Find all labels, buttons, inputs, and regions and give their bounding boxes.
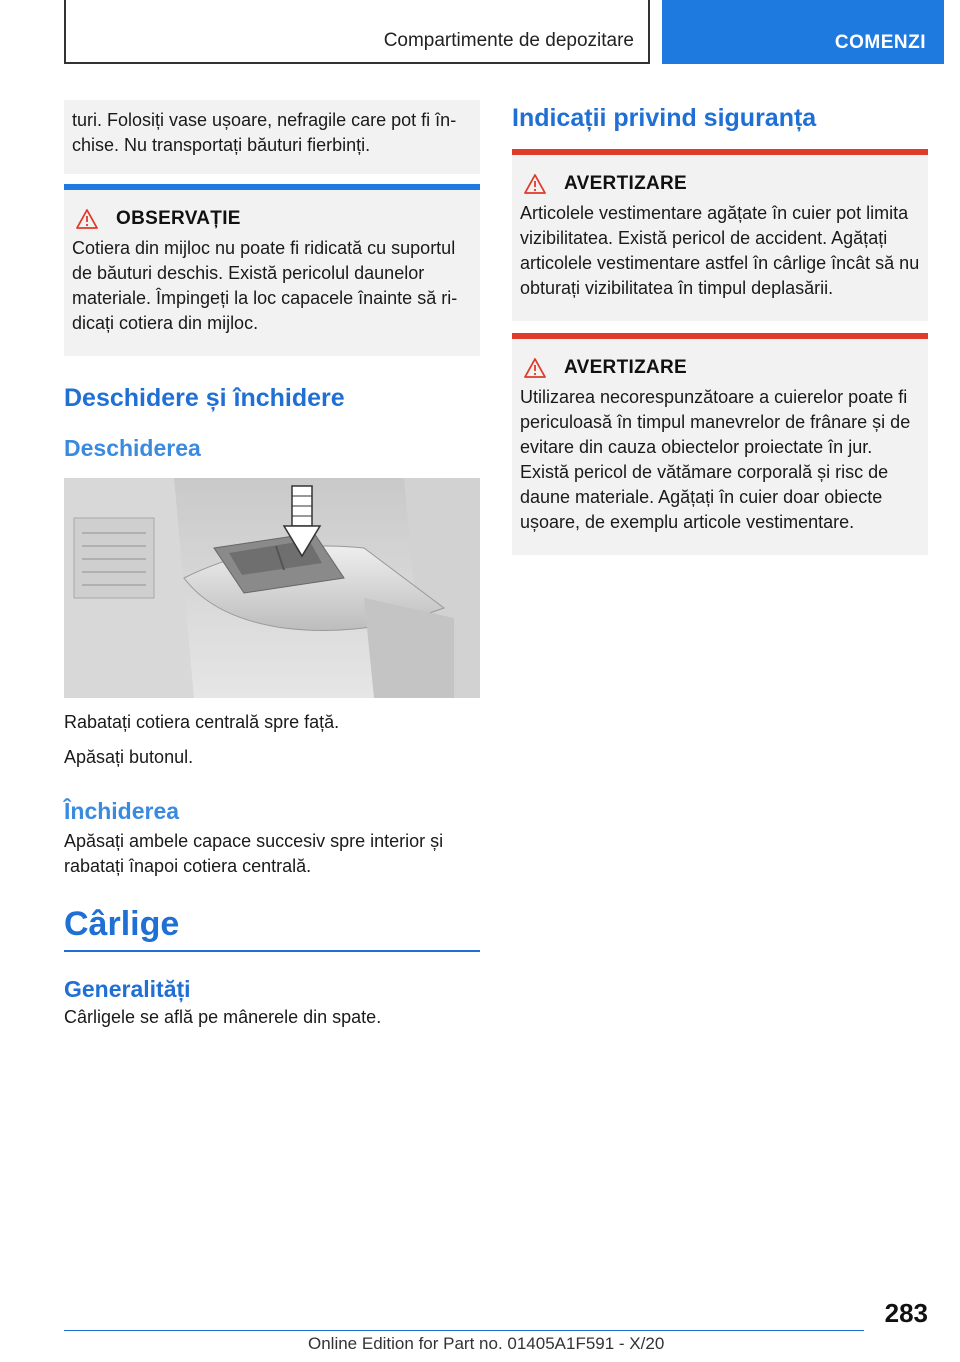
warning-text-2: Utilizarea necorespunzătoare a cuierelor poate fi periculoasă în timpul manevrelor de frânare și de evitare din cauza obiectelor proiectate în jur. Există pericol de vătămare corporală și risc de daune materiale. Agățați în cuier doar obiecte ușoare, de exemplu articole vestimentare. bbox=[520, 387, 911, 532]
warning-box-1 bbox=[512, 149, 928, 321]
note-text: Cotiera din mijloc nu poate fi ridicată cu suportul de băuturi deschis. Există pericolul daunelor materiale. Împingeți la loc capacele înainte să ridicați cotiera din mijloc. bbox=[72, 238, 458, 333]
warning-box-2 bbox=[512, 333, 928, 555]
header-section-box bbox=[64, 0, 650, 64]
general-text: Cârligele se află pe mânerele din spate. bbox=[64, 1007, 382, 1027]
warning-triangle-icon bbox=[524, 358, 546, 378]
warning-header-2 bbox=[520, 357, 920, 379]
header-chapter-tab-label: COMENZI bbox=[834, 32, 926, 53]
continued-info-text: turi. Folosiți vase ușoare, nefragile care pot fi închise. Nu transportați băuturi fierbinți. bbox=[72, 110, 457, 155]
subsection-title-close: Închiderea bbox=[64, 798, 180, 824]
close-text: Apăsați ambele capace succesiv spre interior și rabatați înapoi cotiera centrală. bbox=[64, 831, 444, 876]
chapter-heading-hooks bbox=[64, 905, 480, 952]
warning-text-1: Articolele vestimentare agățate în cuier pot limita vizibilitatea. Există pericol de accident. Agățați articolele vestimentare astfel în cârlige încât să nu obturați vizibilitatea în timpul deplasării. bbox=[520, 203, 920, 298]
header-chapter-tab[interactable] bbox=[662, 0, 944, 64]
chapter-title-hooks: Cârlige bbox=[64, 905, 180, 943]
section-title-open-close: Deschidere și închidere bbox=[64, 384, 345, 412]
warning-header-1 bbox=[520, 173, 920, 195]
note-box bbox=[64, 184, 480, 356]
open-step-1: Rabatați cotiera centrală spre față. bbox=[64, 712, 340, 732]
section-title-safety: Indicații privind siguranța bbox=[512, 104, 817, 132]
footer-divider bbox=[64, 1330, 864, 1331]
page-number: 283 bbox=[884, 1298, 928, 1328]
open-step-2: Apăsați butonul. bbox=[64, 747, 194, 767]
note-header bbox=[72, 208, 472, 230]
subsection-title-open: Deschiderea bbox=[64, 435, 201, 461]
left-column bbox=[64, 100, 480, 1030]
armrest-illustration bbox=[64, 478, 480, 698]
right-column bbox=[512, 100, 928, 555]
armrest-photo bbox=[64, 478, 480, 698]
header-section-title: Compartimente de depozitare bbox=[383, 30, 634, 51]
warning-triangle-icon bbox=[76, 209, 98, 229]
warning-triangle-icon bbox=[524, 174, 546, 194]
warning-label-1: AVERTIZARE bbox=[564, 173, 687, 194]
continued-info-box bbox=[64, 100, 480, 174]
footer-edition-text: Online Edition for Part no. 01405A1F591 - X/20 bbox=[308, 1334, 665, 1353]
note-label: OBSERVAȚIE bbox=[116, 208, 241, 229]
subsection-title-general: Generalități bbox=[64, 976, 191, 1002]
warning-label-2: AVERTIZARE bbox=[564, 357, 687, 378]
